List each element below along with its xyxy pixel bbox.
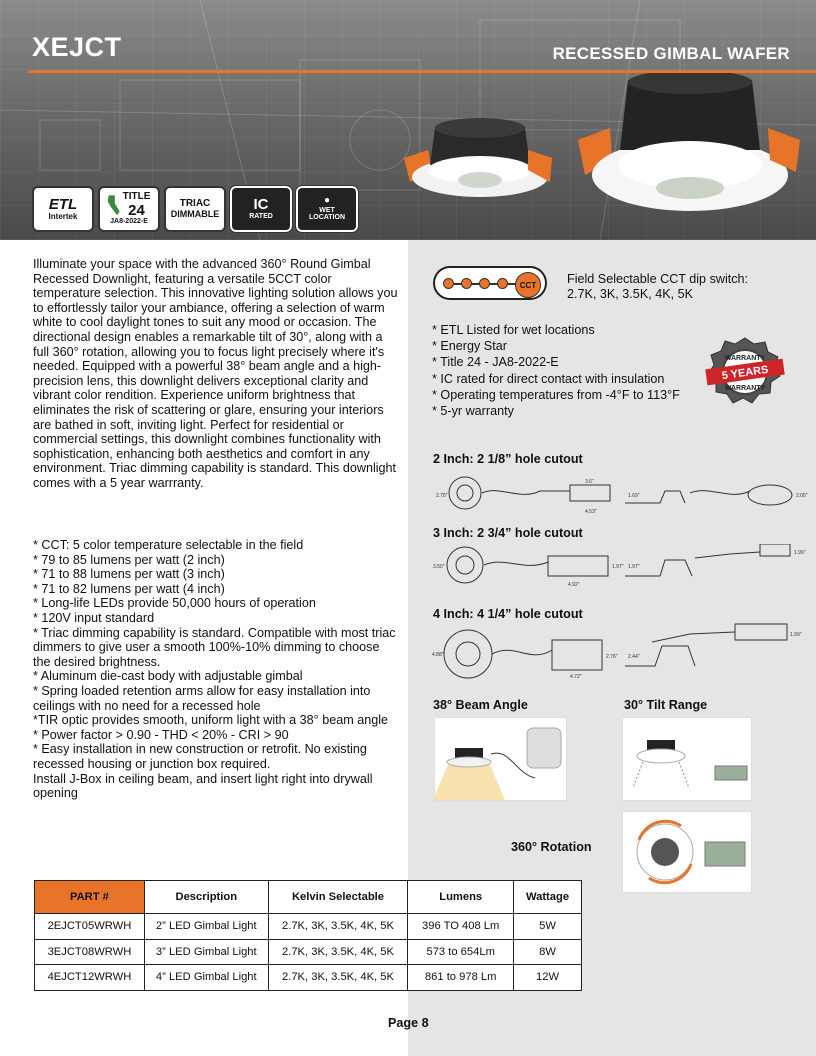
feature-item: * 71 to 88 lumens per watt (3 inch) (33, 567, 225, 582)
brand-name: XEJCT (32, 32, 122, 62)
feature-item: * Easy installation in new construction or retrofit. No existing recessed housing or junction box required. (33, 742, 367, 771)
ic-label: IC (253, 196, 269, 214)
table-cell: 2.7K, 3K, 3.5K, 4K, 5K (268, 914, 408, 940)
cutout-title-2in: 2 Inch: 2 1/8” hole cutout (433, 452, 583, 466)
cutout-dim: 4.53" (585, 509, 597, 515)
cutout-dim: 3.50" (433, 564, 445, 570)
cutout-dim: 2.76" (606, 654, 618, 660)
table-cell: 2.7K, 3K, 3.5K, 4K, 5K (268, 939, 408, 965)
table-cell: 5W (514, 914, 582, 940)
bullet-item: * 5-yr warranty (432, 404, 514, 419)
column-header: PART # (35, 881, 145, 914)
etl-badge (32, 186, 94, 232)
beam-angle-photo (434, 717, 567, 801)
cutout-diagram-3in (430, 544, 810, 588)
ic-rated-badge (230, 186, 292, 232)
cutout-dim: 1.99" (790, 632, 802, 638)
cct-line-1: Field Selectable CCT dip switch: (567, 272, 749, 286)
table-cell: 2” LED Gimbal Light (144, 914, 268, 940)
wet-label: WET (319, 206, 335, 214)
light-product-large (578, 70, 800, 211)
table-cell: 4EJCT12WRWH (35, 965, 145, 991)
table-cell: 861 to 978 Lm (408, 965, 514, 991)
feature-item: * 71 to 82 lumens per watt (4 inch) (33, 581, 225, 596)
table-cell: 4” LED Gimbal Light (144, 965, 268, 991)
cutout-dim: 4.88" (432, 652, 444, 658)
warranty-seal-bottom: WARRANTY (724, 385, 766, 392)
table-cell: 396 TO 408 Lm (408, 914, 514, 940)
warranty-seal-top: WARRANTY (724, 355, 766, 362)
column-header: Lumens (408, 881, 514, 914)
bullet-item: * ETL Listed for wet locations (432, 323, 595, 337)
header-divider (28, 70, 816, 73)
feature-item: Install J-Box in ceiling beam, and insert light right into drywall opening (33, 771, 373, 801)
cutout-dim: 2.05" (796, 493, 808, 499)
cct-description (567, 272, 748, 301)
cutout-diagram-2in (430, 473, 810, 517)
feature-item: *TIR optic provides smooth, uniform light with a 38° beam angle (33, 713, 389, 728)
feature-item: * CCT: 5 color temperature selectable in the field (33, 538, 304, 552)
cutout-dim: 1.99" (794, 550, 806, 556)
warranty-seal-icon (704, 336, 786, 408)
feature-list (33, 538, 398, 801)
rated-label: RATED (249, 213, 273, 221)
beam-angle-label: 38° Beam Angle (433, 698, 528, 712)
cct-dip-switch-graphic (433, 266, 547, 300)
california-icon (108, 195, 120, 215)
cutout-dim: 1.69" (628, 493, 640, 499)
tilt-range-label: 30° Tilt Range (624, 698, 708, 712)
rotation-label: 360° Rotation (511, 840, 592, 854)
cutout-dim: 2.44" (628, 654, 640, 660)
bullet-item: * IC rated for direct contact with insulation (432, 371, 665, 386)
triac-badge (164, 186, 226, 232)
bullet-item: * Energy Star (432, 339, 507, 354)
table-cell: 3EJCT08WRWH (35, 939, 145, 965)
tilt-range-illustration (623, 718, 753, 802)
triac-label: TRIAC (179, 198, 211, 210)
water-drop-icon: ● (323, 195, 331, 207)
cutout-dim: 2.75" (436, 493, 448, 499)
cct-line-2: 2.7K, 3K, 3.5K, 4K, 5K (567, 286, 694, 301)
intro-paragraph: Illuminate your space with the advanced 360° Round Gimbal Recessed Downlight, featuring a versatile 5CCT color temperature selection. This innovative lighting solution allows you to effortlessly tailor your ambiance, offering a selection of warm white to cool daylight tones to suit any mood or occasion. The directional design enables a remarkable tilt of 30°, along with a full 360° rotation, allowing you to focus light precisely where it's needed. Equipped with a powerful 38° beam angle and a high-precision lens, this downlight delivers exceptional clarity and vibrant color rendition. Experience uniform brightness that eliminates the risk of scattering or glare, ensuring your interiors are bathed in soft, inviting light. Perfect for residential or commercial settings, this downlight combines functionality with sophistication, enhancing both aesthetics and comfort in any environment. Triac dimming capability is standard. This downlight comes with a 5 year warrranty. (33, 257, 398, 490)
table-row (35, 939, 582, 965)
table-cell: 8W (514, 939, 582, 965)
certification-badges (32, 186, 358, 232)
wet-location-badge (296, 186, 358, 232)
table-header-row (35, 881, 582, 914)
cutout-dim: 1.97" (628, 564, 640, 570)
feature-item: * Long-life LEDs provide 50,000 hours of operation (33, 596, 316, 611)
title24-badge (98, 186, 160, 232)
cutout-dim: 4.72" (570, 674, 582, 680)
column-header: Description (144, 881, 268, 914)
beam-angle-illustration (435, 718, 568, 802)
product-subtitle: RECESSED GIMBAL WAFER (552, 44, 790, 63)
intertek-label: Intertek (48, 211, 78, 221)
table-cell: 3” LED Gimbal Light (144, 939, 268, 965)
table-cell: 573 to 654Lm (408, 939, 514, 965)
switch-dot (479, 278, 490, 289)
feature-item: * Triac dimming capability is standard. Compatible with most triac dimmers to give user a smooth 100%-10% dimming to choose the desired brightness. (33, 625, 396, 669)
cutout-title-3in: 3 Inch: 2 3/4” hole cutout (433, 526, 583, 540)
title24-number: 24 (128, 201, 145, 219)
switch-dot (443, 278, 454, 289)
feature-item: * Power factor > 0.90 - THD < 20% - CRI > 90 (33, 727, 289, 742)
cct-label: CCT (515, 272, 541, 298)
table-row (35, 914, 582, 940)
parts-table (34, 880, 582, 991)
cutout-dim: 1.97" (612, 564, 624, 570)
etl-label: ETL (48, 195, 78, 213)
header-banner (0, 0, 816, 240)
column-header: Kelvin Selectable (268, 881, 408, 914)
switch-dot (497, 278, 508, 289)
title24-title: TITLE (122, 191, 151, 203)
dimmable-label: DIMMABLE (170, 208, 220, 219)
table-cell: 2EJCT05WRWH (35, 914, 145, 940)
bullet-item: * Operating temperatures from -4°F to 113°F (432, 387, 680, 402)
feature-item: * 120V input standard (33, 610, 155, 625)
rotation-illustration (623, 812, 753, 894)
bullet-item: * Title 24 - JA8-2022-E (432, 355, 559, 370)
cutout-dim: 3.6" (585, 479, 594, 485)
table-cell: 12W (514, 965, 582, 991)
feature-item: * Aluminum die-cast body with adjustable gimbal (33, 669, 303, 684)
warranty-seal-years: 5 YEARS (721, 363, 770, 383)
feature-item: * 79 to 85 lumens per watt (2 inch) (33, 552, 225, 567)
column-header: Wattage (514, 881, 582, 914)
title24-code: JA8-2022-E (110, 218, 148, 226)
table-cell: 2.7K, 3K, 3.5K, 4K, 5K (268, 965, 408, 991)
location-label: LOCATION (308, 214, 346, 222)
certification-bullets (432, 322, 680, 419)
cutout-title-4in: 4 Inch: 4 1/4” hole cutout (433, 607, 583, 621)
cutout-diagram-4in (430, 622, 810, 682)
page-number: Page 8 (388, 1016, 429, 1030)
rotation-photo (622, 811, 752, 893)
tilt-range-photo (622, 717, 752, 801)
feature-item: * Spring loaded retention arms allow for easy installation into ceilings with no need for a recessed hole (33, 683, 371, 713)
cutout-dim: 4.92" (568, 582, 580, 588)
table-row (35, 965, 582, 991)
switch-dot (461, 278, 472, 289)
